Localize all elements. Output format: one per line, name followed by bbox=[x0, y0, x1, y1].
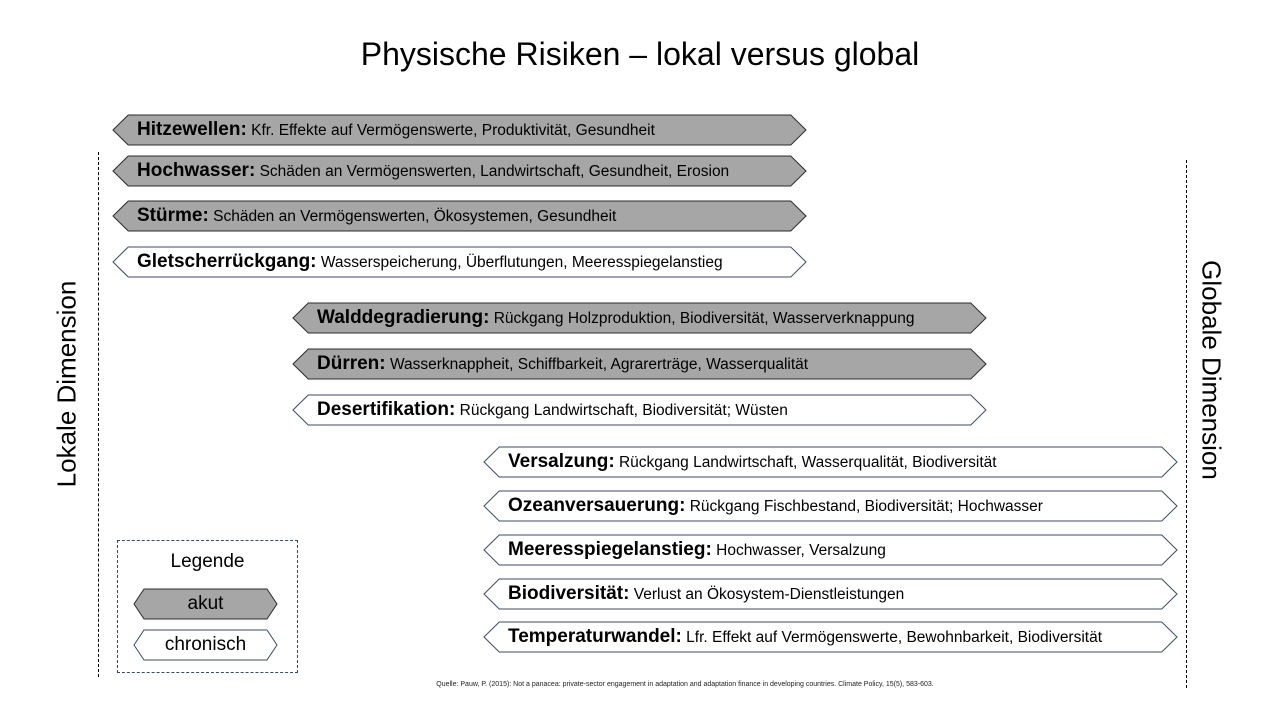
risk-label: Stürme: bbox=[137, 205, 209, 226]
risk-label: Hitzewellen: bbox=[137, 119, 247, 140]
risk-ozeanversauerung bbox=[484, 491, 1177, 521]
risk-label: Dürren: bbox=[317, 353, 386, 374]
risk-hitzewellen bbox=[113, 115, 806, 145]
legend-chronic-label: chronisch bbox=[164, 634, 247, 655]
risk-walddegradierung bbox=[293, 303, 986, 333]
risk-description: Wasserknappheit, Schiffbarkeit, Agrarerträge, Wasserqualität bbox=[389, 356, 809, 373]
risk-label: Ozeanversauerung: bbox=[508, 495, 686, 516]
legend bbox=[117, 540, 298, 673]
risk-biodiversitaet bbox=[484, 579, 1177, 609]
risk-label: Hochwasser: bbox=[137, 160, 256, 181]
risk-description: Hochwasser, Versalzung bbox=[716, 542, 886, 559]
risk-gletscherrueckgang bbox=[113, 247, 806, 277]
risk-description: Verlust an Ökosystem-Dienstleistungen bbox=[633, 586, 905, 603]
risk-description: Kfr. Effekte auf Vermögenswerte, Produktivität, Gesundheit bbox=[251, 122, 655, 139]
risk-meeresspiegelanstieg bbox=[484, 535, 1177, 565]
risk-label: Desertifikation: bbox=[317, 399, 456, 420]
risk-versalzung bbox=[484, 447, 1177, 477]
source-citation: Quelle: Pauw, P. (2015): Not a panacea: private-sector engagement in adaptation and adaptation finance in developing countries. Climate Policy, 15(5), 583-603. bbox=[436, 681, 934, 688]
global-dimension-label: Globale Dimension bbox=[1196, 260, 1227, 480]
risk-description: Wasserspeicherung, Überflutungen, Meeresspiegelanstieg bbox=[320, 254, 723, 271]
risk-description: Rückgang Fischbestand, Biodiversität; Hochwasser bbox=[689, 498, 1043, 515]
risk-temperaturwandel bbox=[484, 622, 1177, 652]
risk-description: Rückgang Landwirtschaft, Wasserqualität, Biodiversität bbox=[618, 454, 997, 471]
risk-desertifikation bbox=[293, 395, 986, 425]
risk-hochwasser bbox=[113, 156, 806, 186]
local-dimension-divider bbox=[98, 152, 99, 677]
global-dimension-divider bbox=[1186, 160, 1187, 688]
risk-label: Versalzung: bbox=[508, 451, 615, 472]
risk-description: Schäden an Vermögenswerten, Landwirtschaft, Gesundheit, Erosion bbox=[259, 163, 730, 180]
risk-duerren bbox=[293, 349, 986, 379]
risk-stuerme bbox=[113, 201, 806, 231]
risk-description: Rückgang Landwirtschaft, Biodiversität; Wüsten bbox=[459, 402, 788, 419]
legend-title: Legende bbox=[170, 551, 245, 572]
page-title: Physische Risiken – lokal versus global bbox=[360, 36, 920, 72]
risk-label: Gletscherrückgang: bbox=[137, 251, 317, 272]
risk-label: Biodiversität: bbox=[508, 583, 630, 604]
risk-description: Schäden an Vermögenswerten, Ökosystemen, Gesundheit bbox=[213, 208, 617, 225]
risk-label: Temperaturwandel: bbox=[508, 626, 682, 647]
risk-label: Walddegradierung: bbox=[317, 307, 490, 328]
legend-item-chronic bbox=[134, 630, 277, 660]
risk-label: Meeresspiegelanstieg: bbox=[508, 539, 712, 560]
local-dimension-label: Lokale Dimension bbox=[51, 280, 82, 488]
legend-item-acute bbox=[134, 589, 277, 619]
legend-acute-label: akut bbox=[187, 593, 224, 614]
risk-description: Lfr. Effekt auf Vermögenswerte, Bewohnbarkeit, Biodiversität bbox=[686, 629, 1103, 646]
risk-description: Rückgang Holzproduktion, Biodiversität, Wasserverknappung bbox=[493, 310, 915, 327]
